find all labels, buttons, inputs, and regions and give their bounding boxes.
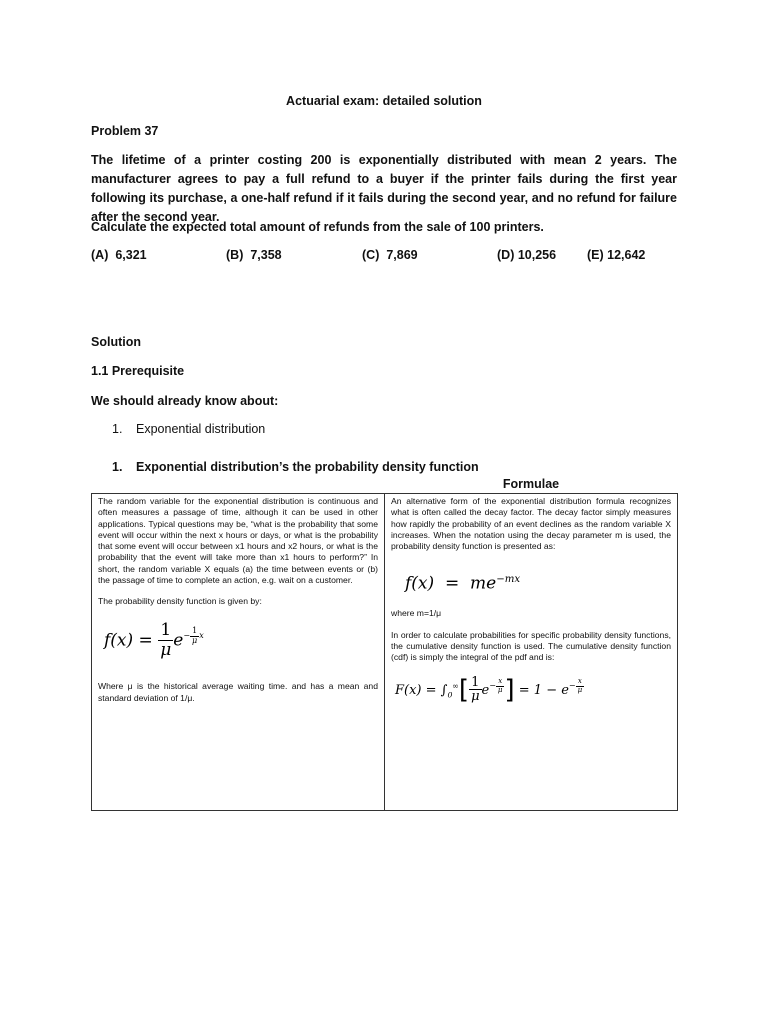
list-item <box>112 422 265 436</box>
question-text: Calculate the expected total amount of refunds from the sale of 100 printers. <box>91 220 544 234</box>
choice-label: (A) <box>91 248 109 262</box>
choice-value: 10,256 <box>517 248 557 262</box>
problem-text: The lifetime of a printer costing 200 is exponentially distributed with mean 2 years. The manufacturer agrees to pay a full refund to a buyer if the printer fails during the first year following its purchase, a one-half refund if it fails during the second year, and no refund for failure after the second year. <box>91 153 677 224</box>
list-text: Exponential distribution’s the probability density function <box>136 460 479 474</box>
choice-e <box>587 248 645 262</box>
choice-a <box>91 248 147 262</box>
cell-paragraph: The probability density function is given by: <box>98 596 262 607</box>
choice-label: (C) <box>362 248 380 262</box>
list-number: 1. <box>112 422 123 436</box>
choice-label: (D) <box>497 248 515 262</box>
solution-heading: Solution <box>91 335 141 349</box>
cell-paragraph: In order to calculate probabilities for specific probability density functions, the cumulative density function is used. The cumulative density function (cdf) is simply the integral of the pdf and is: <box>391 629 671 663</box>
table-cell-left <box>92 494 385 811</box>
choice-value: 12,642 <box>607 248 646 262</box>
choice-label: (E) <box>587 248 604 262</box>
table-header: Formulae <box>502 477 560 491</box>
cell-paragraph: An alternative form of the exponential distribution formula recognizes what is often called the decay factor. The decay factor simply measures how rapidly the probability of an event declines as the random variable X increases. When the notation using the decay parameter m is used, the probability density function is presented as: <box>391 496 671 552</box>
problem-heading: Problem 37 <box>91 124 159 138</box>
choice-b <box>226 248 282 262</box>
prerequisite-intro: We should already know about: <box>91 394 279 408</box>
list-number: 1. <box>112 460 123 474</box>
cell-paragraph: where m=1/μ <box>391 608 442 619</box>
choice-value: 7,869 <box>386 248 418 262</box>
table-cell-right <box>385 494 678 811</box>
pdf-formula: f(x) = $\frac{1}{\mu}$ e− $\frac{1}{\mu}$ x <box>104 619 204 660</box>
choice-label: (B) <box>226 248 244 262</box>
choice-value: 7,358 <box>250 248 282 262</box>
list-item <box>112 460 479 474</box>
cdf-formula: $F(x) = \int_0^\infty$[ $\frac{1}{\mu}$ e− $\frac{x}{\mu}$ ] = 1 − e− $\frac{x}{\mu}$ <box>395 674 583 705</box>
prerequisite-heading: 1.1 Prerequisite <box>91 364 185 378</box>
cell-paragraph: The random variable for the exponential distribution is continuous and often measures a passage of time, although it can be used in other applications. Typical questions may be, “what is the probability that some event will occur within the next x hours or days, or what is the probability that some event will occur between x1 hours and x2 hours, or what is the probability that the event will take more than x1 hours to perform?” In short, the random variable X equals (a) the time between events or (b) the passage of time to complete an action, e.g. wait on a customer. <box>98 496 378 586</box>
list-text: Exponential distribution <box>136 422 266 436</box>
decay-formula: $f(x) = me^{-mx}$ <box>405 574 521 595</box>
cell-paragraph: Where μ is the historical average waiting time. and has a mean and standard deviation of 1/μ. <box>98 681 378 703</box>
choice-c <box>362 248 418 262</box>
choice-value: 6,321 <box>115 248 147 262</box>
document-title: Actuarial exam: detailed solution <box>286 94 482 108</box>
choice-d <box>497 248 556 262</box>
formulae-table <box>91 493 678 811</box>
